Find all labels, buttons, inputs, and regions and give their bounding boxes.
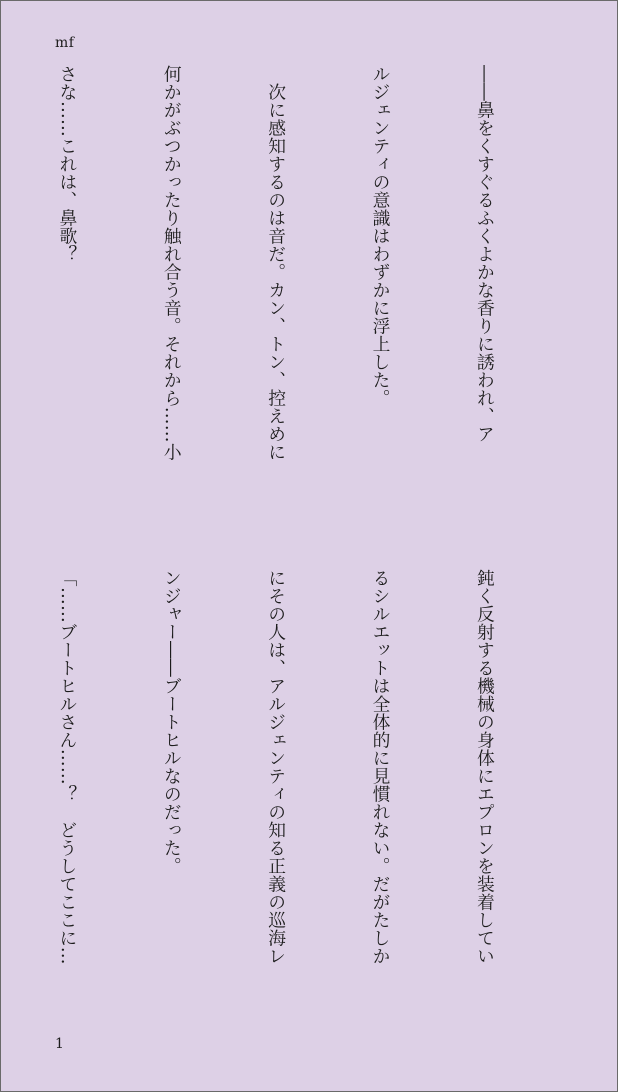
text-column: にその人は、アルジェンティの知る正義の巡海レ <box>265 569 287 965</box>
text-column: るシルエットは全体的に見慣れない。だがたしか <box>370 569 392 965</box>
page-header-author: mf <box>55 35 75 51</box>
text-column: 次に感知するのは音だ。カン、トン、控えめに <box>265 65 287 461</box>
text-column: 鈍く反射する機械の身体にエプロンを装着してい <box>474 569 496 965</box>
text-block-bottom <box>49 569 571 1031</box>
text-column: 何かがぶつかったり触れ合う音。それから……小 <box>161 65 183 461</box>
text-column: ――鼻をくすぐるふくよかな香りに誘われ、ア <box>474 65 496 443</box>
text-column: ンジャー――ブートヒルなのだった。 <box>161 569 183 875</box>
text-column: ルジェンティの意識はわずかに浮上した。 <box>370 65 392 407</box>
page-number: 1 <box>55 1036 64 1052</box>
text-column: さな……これは、鼻歌？ <box>56 65 78 263</box>
text-block-top <box>49 65 571 527</box>
text-column: 「……ブートヒルさん……？ どうしてここに… <box>56 569 78 965</box>
